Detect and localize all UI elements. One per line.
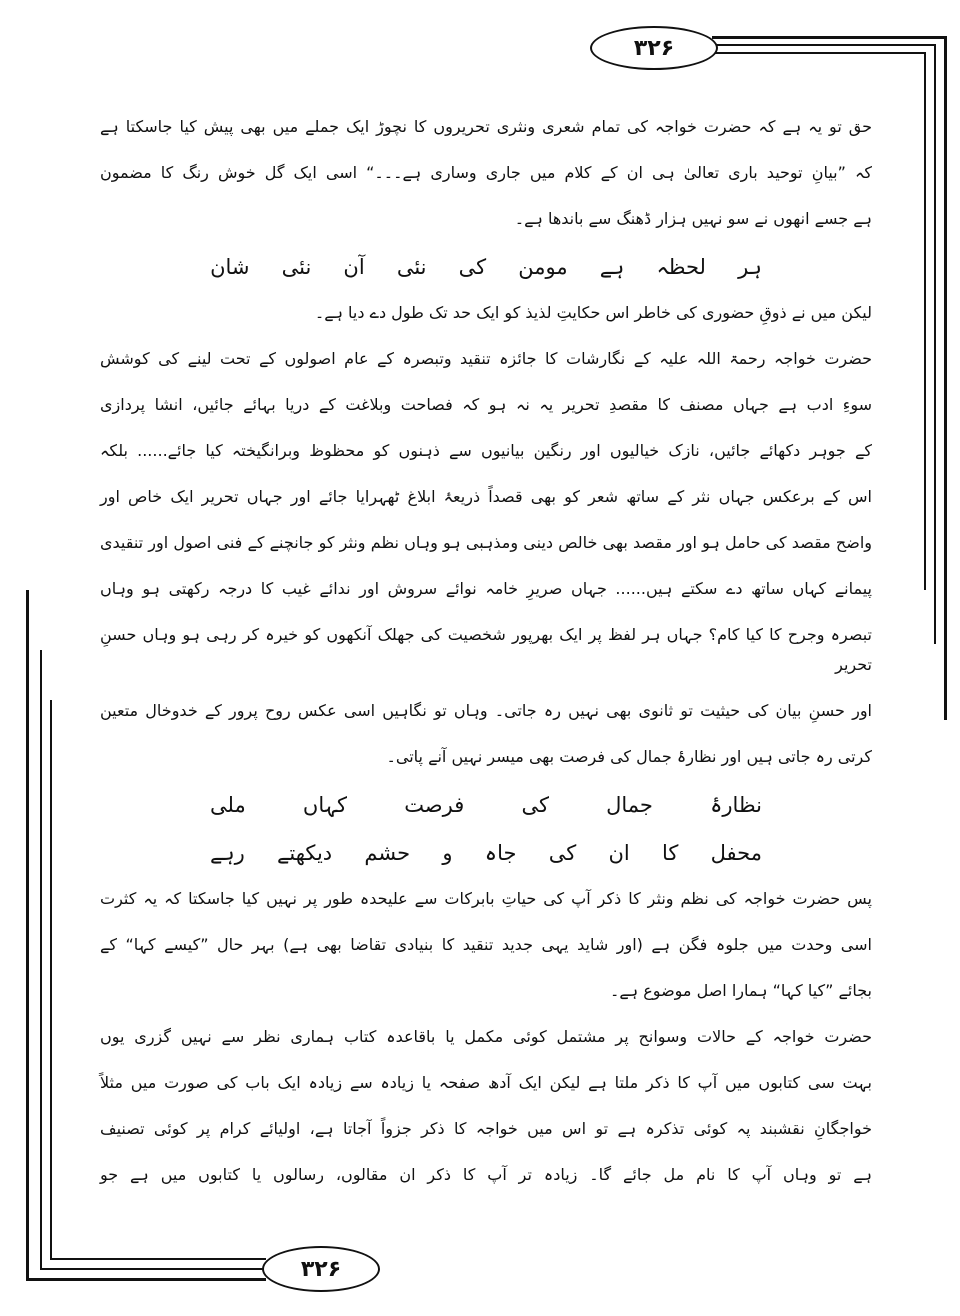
page-number-top: ۳۲۶ xyxy=(590,26,718,70)
verse-word: کی xyxy=(548,841,577,865)
verse-word: جمال xyxy=(606,793,653,817)
verse-word: نئی xyxy=(281,255,312,279)
text-line: پس حضرت خواجہ کی نظم ونثر کا ذکر آپ کی حیاتِ بابرکات سے علیحدہ طور پر نہیں کیا جاسکتا کہ یہ کثرت xyxy=(100,889,872,908)
text-line: حضرت خواجہ کے حالات وسوانح پر مشتمل کوئی مکمل یا باقاعدہ کتاب ہماری نظر سے نہیں گزری یوں xyxy=(100,1027,872,1046)
verse-word: مومن xyxy=(518,255,568,279)
verse-line-2 xyxy=(210,788,762,836)
verse-word: فرصت xyxy=(404,793,465,817)
verse-word: محفل xyxy=(710,841,762,865)
verse-word: کا xyxy=(662,841,679,865)
page-body-text xyxy=(100,112,872,1206)
text-line: ہے تو وہاں آپ کا نام مل جائے گا۔ زیادہ تر آپ کا ذکر ان مقالوں، رسالوں یا کتابوں میں ہے جو xyxy=(100,1165,872,1184)
text-line: واضح مقصد کی حامل ہو اور مقصد بھی خالص دینی ومذہبی ہو وہاں نظم ونثر کو جانچنے کے فنی اصول اور تنقیدی xyxy=(100,533,872,552)
verse-word: لحظہ xyxy=(656,255,706,279)
verse-word: دیکھتے xyxy=(277,841,333,865)
text-line: اسی وحدت میں جلوہ فگن ہے (اور شاید یہی جدید تنقید کا بنیادی تقاضا بھی ہے) بہر حال ”کیسے کہا“ کے xyxy=(100,935,872,954)
verse-word: رہے xyxy=(210,841,245,865)
verse-word: جاہ xyxy=(484,841,517,865)
text-line: کرتی رہ جاتی ہیں اور نظارۂ جمال کی فرصت بھی میسر نہیں آنے پاتی۔ xyxy=(386,747,872,766)
verse-word: نئی xyxy=(396,255,427,279)
text-line: اور حسنِ بیان کی حیثیت تو ثانوی بھی نہیں رہ جاتی۔ وہاں تو نگاہیں اسی عکس روح پرور کے خدوخال متعین xyxy=(100,701,872,720)
text-line: بہت سی کتابوں میں آپ کا ذکر ملتا ہے لیکن ایک آدھ صفحہ یا زیادہ سے زیادہ ایک باب کی صورت میں مثلاً xyxy=(100,1073,872,1092)
text-line: ہے جسے انھوں نے سو نہیں ہزار ڈھنگ سے باندھا ہے۔ xyxy=(514,209,872,228)
verse-word: کہاں xyxy=(302,793,348,817)
verse-word: کی xyxy=(458,255,487,279)
text-line: لیکن میں نے ذوقِ حضوری کی خاطر اس حکایتِ لذیذ کو ایک حد تک طول دے دیا ہے۔ xyxy=(314,303,872,322)
verse-word: ہے xyxy=(599,255,625,279)
text-line: حضرت خواجہ رحمۃ اللہ علیہ کے نگارشات کا جائزہ تنقید وتبصرہ کے عام اصولوں کے تحت لینے کی کوشش xyxy=(100,349,873,368)
verse-word: و xyxy=(442,841,453,865)
verse-word: ان xyxy=(608,841,630,865)
verse-word: کی xyxy=(521,793,549,817)
text-line: پیمانے کہاں ساتھ دے سکتے ہیں...... جہاں صریرِ خامہ نوائے سروش اور ندائے غیب کا درجہ رکھتی ہو وہاں xyxy=(100,579,873,598)
text-line: اس کے برعکس جہاں نثر کے ساتھ شعر کو بھی قصداً ذریعۂ ابلاغ ٹھہرایا جائے اور جہاں تحریر ایک خاص اور xyxy=(100,487,872,506)
verse-word: ملی xyxy=(210,793,246,817)
verse-word: نظارۂ xyxy=(710,793,762,817)
verse-word: حشم xyxy=(364,841,411,865)
text-line: بجائے ”کیا کہا“ ہمارا اصل موضوع ہے۔ xyxy=(610,981,872,1000)
verse-line-1 xyxy=(210,250,762,298)
text-line: تبصرہ وجرح کا کیا کام؟ جہاں ہر لفظ پر ایک بھرپور شخصیت کی جھلک آنکھوں کو خیرہ کر رہی ہو وہاں حسنِ تحریر xyxy=(100,625,872,674)
verse-line-3 xyxy=(210,836,762,884)
text-line: کہ ”بیانِ توحید باری تعالیٰ ہی ان کے کلام میں جاری وساری ہے۔۔۔“ اسی ایک گل خوش رنگ کا مضمون xyxy=(100,163,872,182)
verse-word: آن xyxy=(343,255,365,279)
verse-word: شان xyxy=(210,255,250,279)
text-line: کے جوہر دکھائے جائیں، نازک خیالیوں اور رنگین بیانیوں سے ذہنوں کو محظوظ وبرانگیختہ کیا جائے...... بلکہ xyxy=(100,441,872,460)
verse-word: ہر xyxy=(738,255,762,279)
text-line: سوءِ ادب ہے جہاں مصنف کا مقصدِ تحریر یہ نہ ہو کہ فصاحت وبلاغت کے دریا بہائے جائیں، انشا پردازی xyxy=(100,395,873,414)
text-line: حق تو یہ ہے کہ حضرت خواجہ کی تمام شعری ونثری تحریروں کا نچوڑ ایک جملے میں بھی پیش کیا جاسکتا ہے xyxy=(100,117,872,136)
page-number-bottom: ۳۲۶ xyxy=(262,1246,380,1292)
text-line: خواجگانِ نقشبند پہ کوئی تذکرہ ہے تو اس میں خواجہ کا ذکر جزواً آجاتا ہے، اولیائے کرام پر کوئی تصنیف xyxy=(100,1119,872,1138)
